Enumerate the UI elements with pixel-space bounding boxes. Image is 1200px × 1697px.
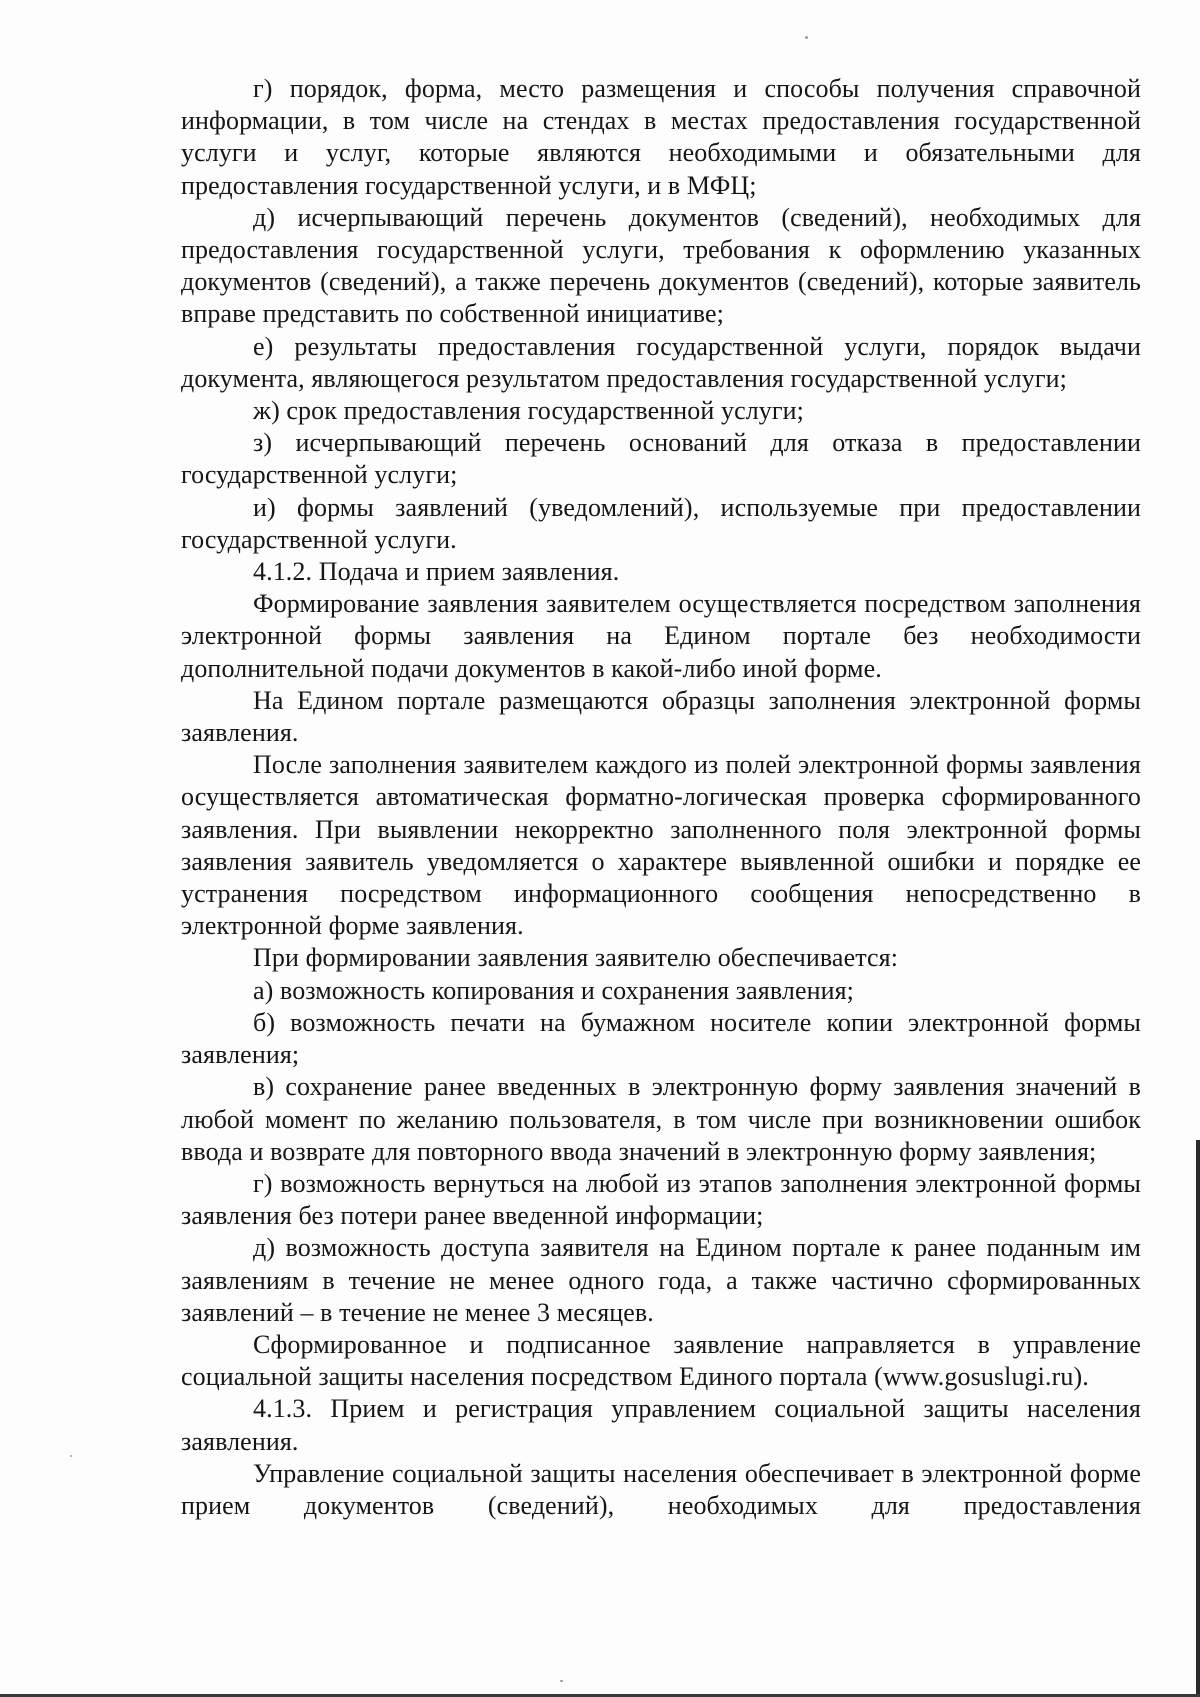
- list-item-g: г) возможность вернуться на любой из этапов заполнения электронной формы заявления без потери ранее введенной информации;: [181, 1168, 1141, 1231]
- scan-speck: [70, 1455, 72, 1457]
- paragraph-results: е) результаты предоставления государственной услуги, порядок выдачи документа, являющегося результатом предоставления государственной услуги;: [181, 331, 1141, 393]
- list-item-v: в) сохранение ранее введенных в электронную форму заявления значений в любой момент по желанию пользователя, в том числе при возникновении ошибок ввода и возврате для повторного ввода значений в электронную форму заявления;: [181, 1072, 1141, 1166]
- scan-edge-right: [1196, 1140, 1200, 1697]
- paragraph-samples: На Едином портале размещаются образцы заполнения электронной формы заявления.: [181, 685, 1141, 748]
- list-item-d: д) возможность доступа заявителя на Едином портале к ранее поданным им заявлениям в течение не менее одного года, а также частично сформированных заявлений – в течение не менее 3 месяцев.: [181, 1233, 1141, 1327]
- paragraph-submission: Сформированное и подписанное заявление направляется в управление социальной защиты населения посредством Единого портала (www.gosuslugi.ru).: [181, 1329, 1141, 1392]
- scan-speck: [805, 36, 808, 39]
- paragraph-form-filling: Формирование заявления заявителем осуществляется посредством заполнения электронной формы заявления на Едином портале без необходимости дополнительной подачи документов в какой-либо иной форме.: [181, 589, 1141, 683]
- list-item-a: а) возможность копирования и сохранения заявления;: [253, 975, 855, 1005]
- section-heading-4-1-3: 4.1.3. Прием и регистрация управлением социальной защиты населения заявления.: [181, 1394, 1141, 1456]
- paragraph-provided-features: При формировании заявления заявителю обеспечивается:: [253, 943, 899, 973]
- document-body: [181, 73, 1141, 1522]
- section-heading-4-1-2: 4.1.2. Подача и прием заявления.: [253, 557, 620, 587]
- list-item-b: б) возможность печати на бумажном носителе копии электронной формы заявления;: [181, 1007, 1141, 1070]
- paragraph-forms: и) формы заявлений (уведомлений), используемые при предоставлении государственной услуги.: [181, 492, 1141, 554]
- paragraph-documents-list: д) исчерпывающий перечень документов (сведений), необходимых для предоставления государственной услуги, требования к оформлению указанных документов (сведений), а также перечень документов (сведений), которые заявитель вправе представить по собственной инициативе;: [181, 202, 1141, 329]
- paragraph-info-procedure: г) порядок, форма, место размещения и способы получения справочной информации, в том числе на стендах в местах предоставления государственной услуги и услуг, которые являются необходимыми и обязательными для предоставления государственной услуги, и в МФЦ;: [181, 74, 1141, 200]
- paragraph-refusal-grounds: з) исчерпывающий перечень оснований для отказа в предоставлении государственной услуги;: [181, 428, 1141, 490]
- paragraph-validation: После заполнения заявителем каждого из полей электронной формы заявления осуществляется автоматическая форматно-логическая проверка сформированного заявления. При выявлении некорректно заполненного поля электронной формы заявления заявитель уведомляется о характере выявленной ошибки и порядке ее устранения посредством информационного сообщения непосредственно в электронной форме заявления.: [181, 750, 1141, 941]
- scan-speck: [560, 1680, 563, 1682]
- paragraph-term: ж) срок предоставления государственной услуги;: [253, 396, 804, 426]
- paragraph-reception: Управление социальной защиты населения обеспечивает в электронной форме прием документов (сведений), необходимых для предоставления: [181, 1458, 1141, 1520]
